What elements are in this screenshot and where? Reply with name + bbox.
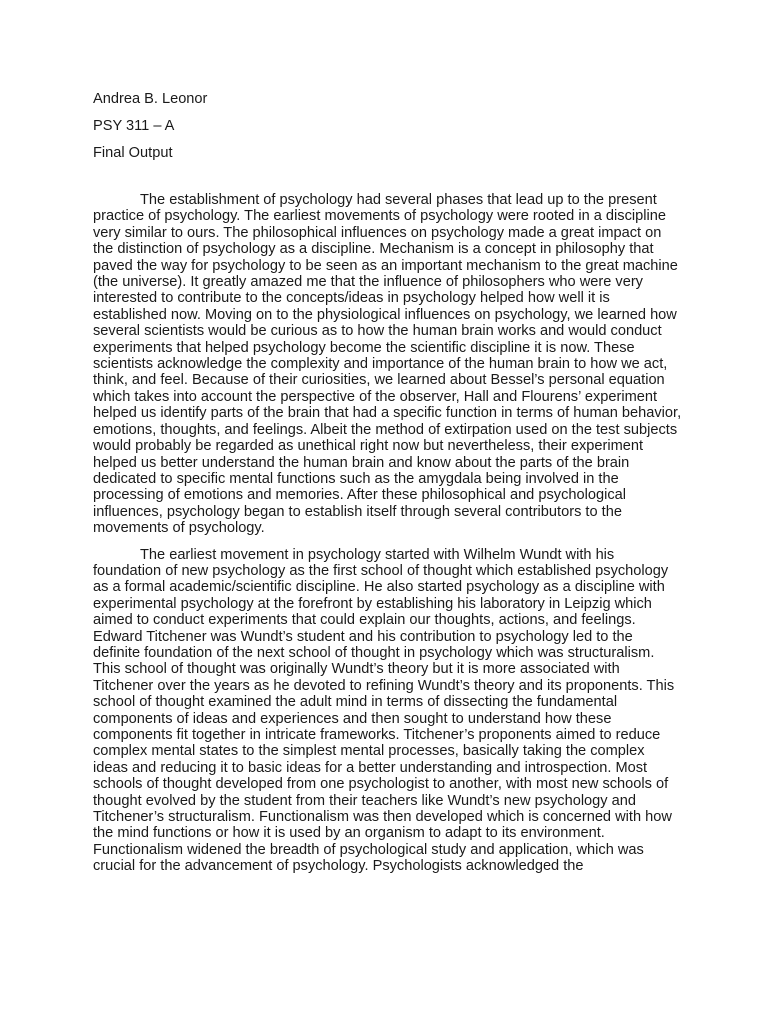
paragraph-1: The establishment of psychology had several phases that lead up to the present practice of psychology. The earliest movements of psychology were rooted in a discipline very similar to ours. The philosophical influences on psychology made a great impact on the distinction of psychology as a discipline. Mechanism is a concept in philosophy that paved the way for psychology to be seen as an important mechanism to the great machine (the universe). It greatly amazed me that the influence of philosophers who were very interested to contribute to the concepts/ideas in psychology helped how well it is established now. Moving on to the physiological influences on psychology, we learned how several scientists would be curious as to how the human brain works and would conduct experiments that helped psychology become the scientific discipline it is now. These scientists acknowledge the complexity and importance of the human brain to how we act, think, and feel. Because of their curiosities, we learned about Bessel’s personal equation which takes into account the perspective of the observer, Hall and Flourens’ experiment helped us identify parts of the brain that had a specific function in terms of human behavior, emotions, thoughts, and feelings. Albeit the method of extirpation used on the test subjects would probably be regarded as unethical right now but nevertheless, their experiment helped us better understand the human brain and know about the parts of the brain dedicated to specific mental functions such as the amygdala being involved in the processing of emotions and memories. After these philosophical and psychological influences, psychology began to establish itself through several contributors to the movements of psychology. — [93, 192, 682, 537]
document-header — [93, 86, 683, 167]
paragraph-2: The earliest movement in psychology started with Wilhelm Wundt with his foundation of new psychology as the first school of thought which established psychology as a formal academic/scientific discipline. He also started psychology as a discipline with experimental psychology at the forefront by establishing his laboratory in Leipzig which aimed to conduct experiments that could explain our thoughts, actions, and feelings. Edward Titchener was Wundt’s student and his contribution to psychology led to the definite foundation of the next school of thought in psychology which was structuralism. This school of thought was originally Wundt’s theory but it is more associated with Titchener over the years as he devoted to refining Wundt’s theory and its proponents. This school of thought examined the adult mind in terms of dissecting the fundamental components of ideas and experiences and then sought to understand how these components fit together in intricate frameworks. Titchener’s proponents aimed to reduce complex mental states to the simplest mental processes, basically taking the complex ideas and reducing it to basic ideas for a better understanding and introspection. Most schools of thought developed from one psychologist to another, with most new schools of thought evolved by the student from their teachers like Wundt’s new psychology and Titchener’s structuralism. Functionalism was then developed which is concerned with how the mind functions or how it is used by an organism to adapt to its environment. Functionalism widened the breadth of psychological study and application, which was crucial for the advancement of psychology. Psychologists acknowledged the — [93, 546, 675, 875]
document-body — [93, 192, 683, 885]
author-name: Andrea B. Leonor — [93, 91, 208, 107]
document-title: Final Output — [93, 145, 173, 161]
course-code: PSY 311 – A — [93, 118, 175, 134]
